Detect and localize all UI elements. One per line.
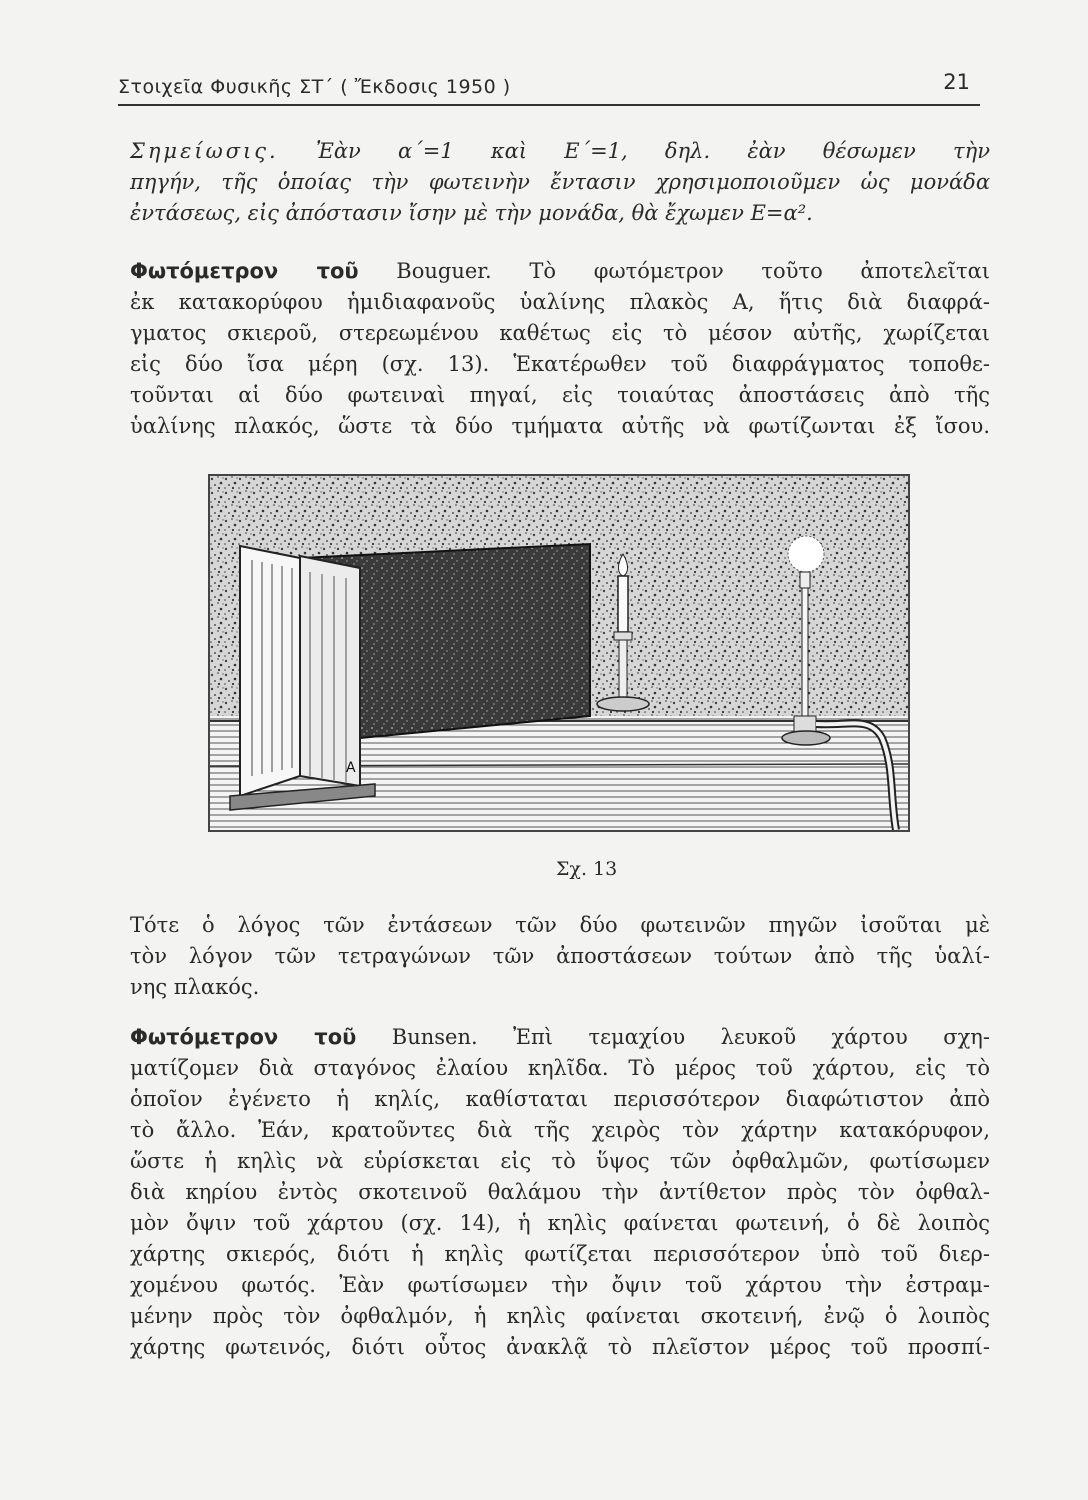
text-fragment: Ἐπὶ τεμαχίου λευκοῦ χάρτου σχη- <box>513 1025 990 1049</box>
text-line: ὑαλίνης πλακός, ὥστε τὰ δύο τμήματα αὐτῆς νὰ φωτίζωνται ἐξ ἴσου. <box>130 414 990 438</box>
section-heading: Φωτόμετρον τοῦ <box>130 1025 357 1049</box>
section-heading: Φωτόμετρον τοῦ <box>130 259 359 283</box>
running-title: Στοιχεῖα Φυσικῆς ΣΤ΄ ( Ἔκδοσις 1950 ) <box>118 76 511 98</box>
text-line: ἐκ κατακορύφου ἡμιδιαφανοῦς ὑαλίνης πλακὸς Α, ἥτις διὰ διαφρά- <box>130 290 990 314</box>
note-paragraph <box>130 136 990 229</box>
ratio-paragraph <box>130 910 990 1003</box>
text-fragment: Ἐὰν α΄=1 καὶ Ε΄=1, δηλ. ἐὰν θέσωμεν τὴν <box>315 139 990 163</box>
page-number: 21 <box>943 70 970 94</box>
plate-label-a: A <box>346 760 356 776</box>
text-line: νης πλακός. <box>130 975 260 999</box>
bunsen-paragraph <box>130 1022 990 1363</box>
candle <box>618 576 628 632</box>
screen-edge <box>300 556 360 786</box>
section-heading-name: Bouguer. <box>396 259 492 283</box>
text-line: ὁποῖον ἐγένετο ἡ κηλίς, καθίσταται περισσότερον διαφώτιστον ἀπὸ <box>130 1087 990 1111</box>
text-line <box>130 136 990 167</box>
photometer-engraving <box>210 476 908 830</box>
text-line: διὰ κηρίου ἐντὸς σκοτεινοῦ θαλάμου τὴν ἀντίθετον πρὸς τὸν ὀφθαλ- <box>130 1180 990 1204</box>
text-line: χάρτης σκιερός, διότι ἡ κηλὶς φωτίζεται περισσότερον ὑπὸ τοῦ διερ- <box>130 1242 990 1266</box>
text-line: μὸν ὄψιν τοῦ χάρτου (σχ. 14), ἡ κηλὶς φαίνεται φωτεινή, ὁ δὲ λοιπὸς <box>130 1211 990 1235</box>
candlestick <box>619 640 627 700</box>
text-line: μένην πρὸς τὸν ὀφθαλμόν, ἡ κηλὶς φαίνεται σκοτεινή, ἐνῷ ὁ λοιπὸς <box>130 1304 990 1328</box>
text-line: τοῦνται αἱ δύο φωτειναὶ πηγαί, εἰς τοιαύτας ἀποστάσεις ἀπὸ τῆς <box>130 383 990 407</box>
section-heading-name: Bunsen. <box>391 1025 478 1049</box>
gas-flame <box>788 536 824 572</box>
gas-burner <box>802 588 808 728</box>
text-line: γματος σκιεροῦ, στερεωμένου καθέτως εἰς τὸ μέσον αὐτῆς, χωρίζεται <box>130 321 990 345</box>
text-line: χάρτης φωτεινός, διότι οὗτος ἀνακλᾷ τὸ πλεῖστον μέρος τοῦ προσπί- <box>130 1335 990 1359</box>
text-line: εἰς δύο ἴσα μέρη (σχ. 13). Ἑκατέρωθεν τοῦ διαφράγματος τοποθε- <box>130 352 990 376</box>
running-head <box>118 70 980 106</box>
figure-photometer-illustration <box>208 474 910 832</box>
text-line <box>130 256 990 287</box>
note-label: Σημείωσις. <box>130 139 279 163</box>
text-line: ματίζομεν διὰ σταγόνος ἐλαίου κηλῖδα. Τὸ μέρος τοῦ χάρτου, εἰς τὸ <box>130 1056 990 1080</box>
text-line: ἐντάσεως, εἰς ἀπόστασιν ἴσην μὲ τὴν μονάδα, θὰ ἔχωμεν Ε=α². <box>130 201 813 225</box>
text-fragment: Τὸ φωτόμετρον τοῦτο ἀποτελεῖται <box>529 259 990 283</box>
text-line: ὥστε ἡ κηλὶς νὰ εὑρίσκεται εἰς τὸ ὕψος τῶν ὀφθαλμῶν, φωτίσωμεν <box>130 1149 990 1173</box>
bouguer-paragraph <box>130 256 990 442</box>
text-line: τὸ ἄλλο. Ἐάν, κρατοῦντες διὰ τῆς χειρὸς τὸν χάρτην κατακόρυφον, <box>130 1118 990 1142</box>
text-line: τὸν λόγον τῶν τετραγώνων τῶν ἀποστάσεων τούτων ἀπὸ τῆς ὑαλί- <box>130 944 990 968</box>
text-line: Τότε ὁ λόγος τῶν ἐντάσεων τῶν δύο φωτεινῶν πηγῶν ἰσοῦται μὲ <box>130 913 990 937</box>
text-line <box>130 1022 990 1053</box>
figure-caption: Σχ. 13 <box>556 858 618 880</box>
text-line: χομένου φωτός. Ἐὰν φωτίσωμεν τὴν ὄψιν τοῦ χάρτου τὴν ἐστραμ- <box>130 1273 990 1297</box>
glass-plate <box>240 546 300 796</box>
text-line: πηγήν, τῆς ὁποίας τὴν φωτεινὴν ἔντασιν χρησιμοποιοῦμεν ὡς μονάδα <box>130 170 990 194</box>
